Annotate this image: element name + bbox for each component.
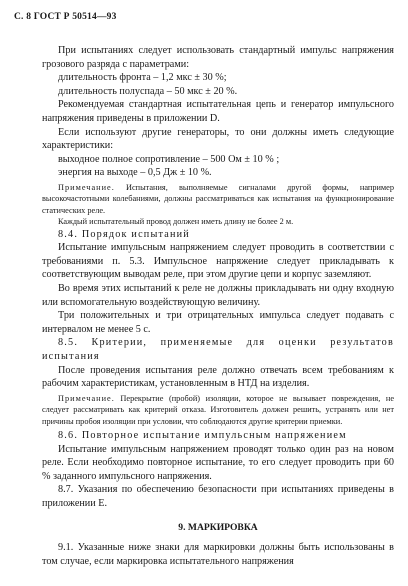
paragraph: Три положительных и три отрицательных импульса следует подавать с интервалом не менее 5 с. [42, 310, 394, 335]
page-header: С. 8 ГОСТ Р 50514—93 [14, 12, 117, 22]
paragraph: Испытание импульсным напряжением проводят только один раз на новом реле. Если необходимо повторное испытание, то его следует проводить при 60 % заданного импульсного напряжения. [42, 443, 394, 482]
note-text: Перекрытие (пробой) изоляции, которое не вызывает повреждения, не следует рассматривать как критерий отказа. Изготовитель должен решить, устранять или нет причины пробоя изоляции при условии, что соблюдаются другие критерии приемки. [42, 393, 395, 426]
section-heading-8-4: 8.4. Порядок испытаний [58, 228, 190, 240]
section-heading-8-5: 8.5. Критерии, применяемые для оценки результатов испытания [42, 337, 394, 362]
note-label: Примечание. [58, 393, 115, 403]
paragraph: После проведения испытания реле должно отвечать всем требованиям к рабочим характеристикам, установленным в НТД на изделия. [42, 364, 394, 390]
paragraph: длительность фронта – 1,2 мкс ± 30 %; [58, 72, 227, 84]
paragraph: При испытаниях следует использовать стандартный импульс напряжения грозового разряда с параметрами: [42, 45, 394, 70]
paragraph: энергия на выходе – 0,5 Дж ± 10 %. [58, 167, 212, 179]
paragraph: Рекомендуемая стандартная испытательная цепь и генератор импульсного напряжения приведены в приложении D. [42, 99, 394, 124]
paragraph: Во время этих испытаний к реле не должны прикладывать ни одну входную или вспомогательную воздействующую величину. [42, 282, 394, 308]
paragraph: 9.1. Указанные ниже знаки для маркировки должны быть использованы в том случае, если маркировка испытательного напряжения [42, 542, 394, 568]
paragraph: длительность полуспада – 50 мкс ± 20 %. [58, 85, 238, 97]
paragraph: Если используют другие генераторы, то они должны иметь следующие характеристики: [42, 126, 394, 152]
note-text: Испытания, выполняемые сигналами другой формы, например высокочастотными колебаниями, должны рассматриваться как испытания на функционирование статических реле. [42, 182, 395, 215]
note-extra: Каждый испытательный провод должен иметь длину не более 2 м. [58, 217, 294, 227]
note [42, 182, 394, 216]
note-label: Примечание. [58, 182, 115, 192]
section-title-9: 9. МАРКИРОВКА [178, 522, 258, 534]
paragraph: Испытание импульсным напряжением следует проводить в соответствии с требованиями п. 5.3. Импульсное напряжение следует прикладывать к соответствующим выводам реле, при этом другие цепи и корпус заземляют. [42, 242, 394, 281]
paragraph: выходное полное сопротивление – 500 Ом ± 10 % ; [58, 153, 280, 165]
paragraph: 8.7. Указания по обеспечению безопасности при испытаниях приведены в приложении Е. [42, 484, 394, 509]
note [42, 393, 394, 427]
document-body [42, 44, 394, 569]
section-heading-8-6: 8.6. Повторное испытание импульсным напряжением [58, 429, 347, 441]
